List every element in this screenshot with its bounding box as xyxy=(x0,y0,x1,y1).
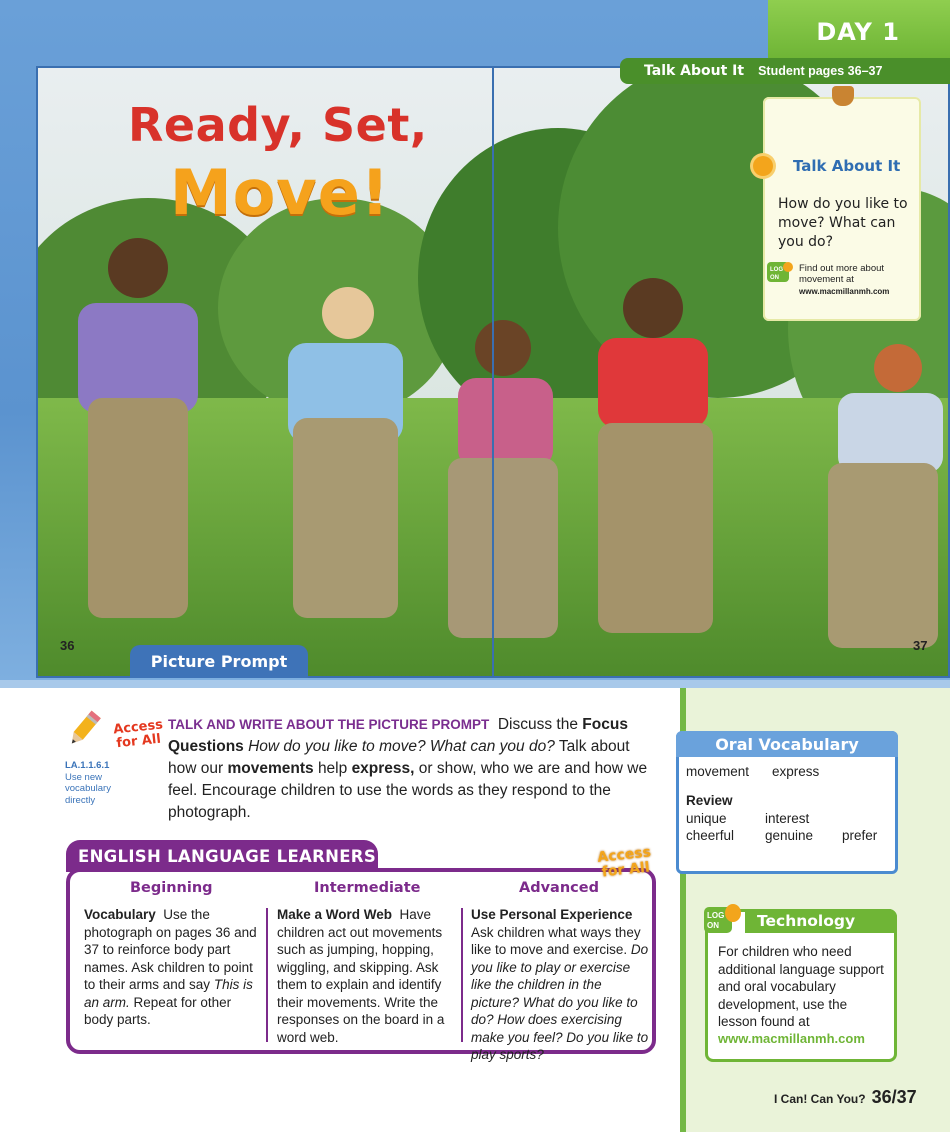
svg-text:LOG: LOG xyxy=(707,911,725,920)
beginning-italic: This is an arm. xyxy=(84,977,253,1010)
svg-text:ON: ON xyxy=(770,275,779,281)
footer-pages: 36/37 xyxy=(871,1087,917,1107)
banner-title: Talk About It xyxy=(644,63,745,79)
card-url[interactable]: www.macmillanmh.com xyxy=(799,287,890,296)
pencil-icon xyxy=(63,708,105,750)
spread-title xyxy=(112,98,430,244)
card-find-more: Find out more about movement at xyxy=(799,263,885,285)
focus-questions-term: Focus Questions xyxy=(168,716,628,755)
svg-text:LOG: LOG xyxy=(770,267,783,273)
column-divider-2 xyxy=(461,908,463,1042)
title-line-2: Move! xyxy=(170,156,391,229)
advanced-column xyxy=(471,906,649,1064)
card-question: How do you like to move? What can you do? xyxy=(778,196,908,250)
intermediate-header: Intermediate xyxy=(314,880,421,896)
banner-pages: Student pages 36–37 xyxy=(758,64,883,78)
book-title: I Can! Can You? xyxy=(774,1092,866,1106)
paragraph-text-4: or show, who we are and how we feel. Encourage children to use the words as they respond to the photograph. xyxy=(168,760,648,821)
card-heading: Talk About It xyxy=(793,157,901,175)
technology-header xyxy=(745,909,897,933)
talk-about-it-card xyxy=(763,97,921,321)
beginning-lead: Vocabulary xyxy=(84,907,156,922)
technology-text: For children who need additional language support and oral vocabulary development, use the lesson found at xyxy=(718,944,884,1029)
page-number-right: 37 xyxy=(913,638,928,653)
vocab-word: express xyxy=(772,764,820,779)
day-tab xyxy=(768,0,950,58)
intermediate-text: Have children act out movements such as jumping, hopping, wiggling, and skipping. Ask them to explain and identify their movements. Write the responses on the board in a word web. xyxy=(277,907,445,1045)
beginning-column xyxy=(84,906,260,1029)
day-label: DAY 1 xyxy=(816,18,900,46)
beginning-header: Beginning xyxy=(130,880,213,896)
column-divider-1 xyxy=(266,908,268,1042)
beginning-text-1: Use the photograph on pages 36 and 37 to reinforce body part names. Ask children to point to their arms and say xyxy=(84,907,257,992)
log-on-icon xyxy=(766,260,794,284)
picture-prompt-paragraph xyxy=(168,714,648,824)
band-divider xyxy=(0,680,950,688)
ell-title: ENGLISH LANGUAGE LEARNERS xyxy=(78,846,376,866)
advanced-text: Ask children what ways they like to move and exercise. xyxy=(471,924,641,957)
beginning-text-2: Repeat for other body parts. xyxy=(84,994,232,1027)
focus-questions-text: How do you like to move? What can you do? xyxy=(248,738,555,755)
paragraph-text-1: Discuss the xyxy=(497,716,578,733)
standard-code: LA.1.1.6.1 xyxy=(65,760,110,771)
technology-title: Technology xyxy=(757,912,856,930)
vocab-movements: movements xyxy=(227,760,314,777)
title-line-1: Ready, Set, xyxy=(128,98,428,152)
advanced-lead: Use Personal Experience xyxy=(471,907,633,922)
advanced-italic: Do you like to play or exercise like the children in the picture? What do you like to do? How does exercising make you feel? Do you like to play sports? xyxy=(471,942,649,1062)
page-number-left: 36 xyxy=(60,638,75,653)
page-footer xyxy=(774,1087,917,1108)
review-word: genuine xyxy=(765,828,814,843)
access-for-all-badge: Access for All xyxy=(112,717,164,752)
talk-about-it-banner xyxy=(620,58,950,84)
intermediate-column xyxy=(277,906,455,1046)
standard-text: Use new vocabulary directly xyxy=(65,771,111,806)
ell-access-badge: Access for All xyxy=(596,844,652,881)
review-word: interest xyxy=(765,811,810,826)
paragraph-text-3: help xyxy=(317,760,348,777)
review-word: cheerful xyxy=(686,828,735,843)
paragraph-lead: TALK AND WRITE ABOUT THE PICTURE PROMPT xyxy=(168,717,490,732)
clip-icon xyxy=(832,86,854,106)
vocab-express: express, xyxy=(351,760,415,777)
vocab-word: movement xyxy=(686,764,750,779)
svg-text:ON: ON xyxy=(707,921,719,930)
oral-vocabulary-header xyxy=(676,731,898,757)
review-word: prefer xyxy=(842,828,878,843)
paragraph-text-2: Talk about how our xyxy=(168,738,630,777)
picture-prompt-label: Picture Prompt xyxy=(150,652,288,671)
technology-url[interactable]: www.macmillanmh.com xyxy=(718,1031,865,1046)
page-gutter xyxy=(492,66,494,678)
ell-tab xyxy=(66,840,378,872)
review-label: Review xyxy=(686,793,733,808)
oral-vocabulary-title: Oral Vocabulary xyxy=(715,734,859,754)
log-on-icon xyxy=(703,903,743,935)
review-word: unique xyxy=(686,811,727,826)
standard-note xyxy=(65,760,135,806)
intermediate-lead: Make a Word Web xyxy=(277,907,393,922)
advanced-header: Advanced xyxy=(519,880,599,896)
sun-icon xyxy=(753,156,773,176)
picture-prompt-tab xyxy=(130,645,308,678)
